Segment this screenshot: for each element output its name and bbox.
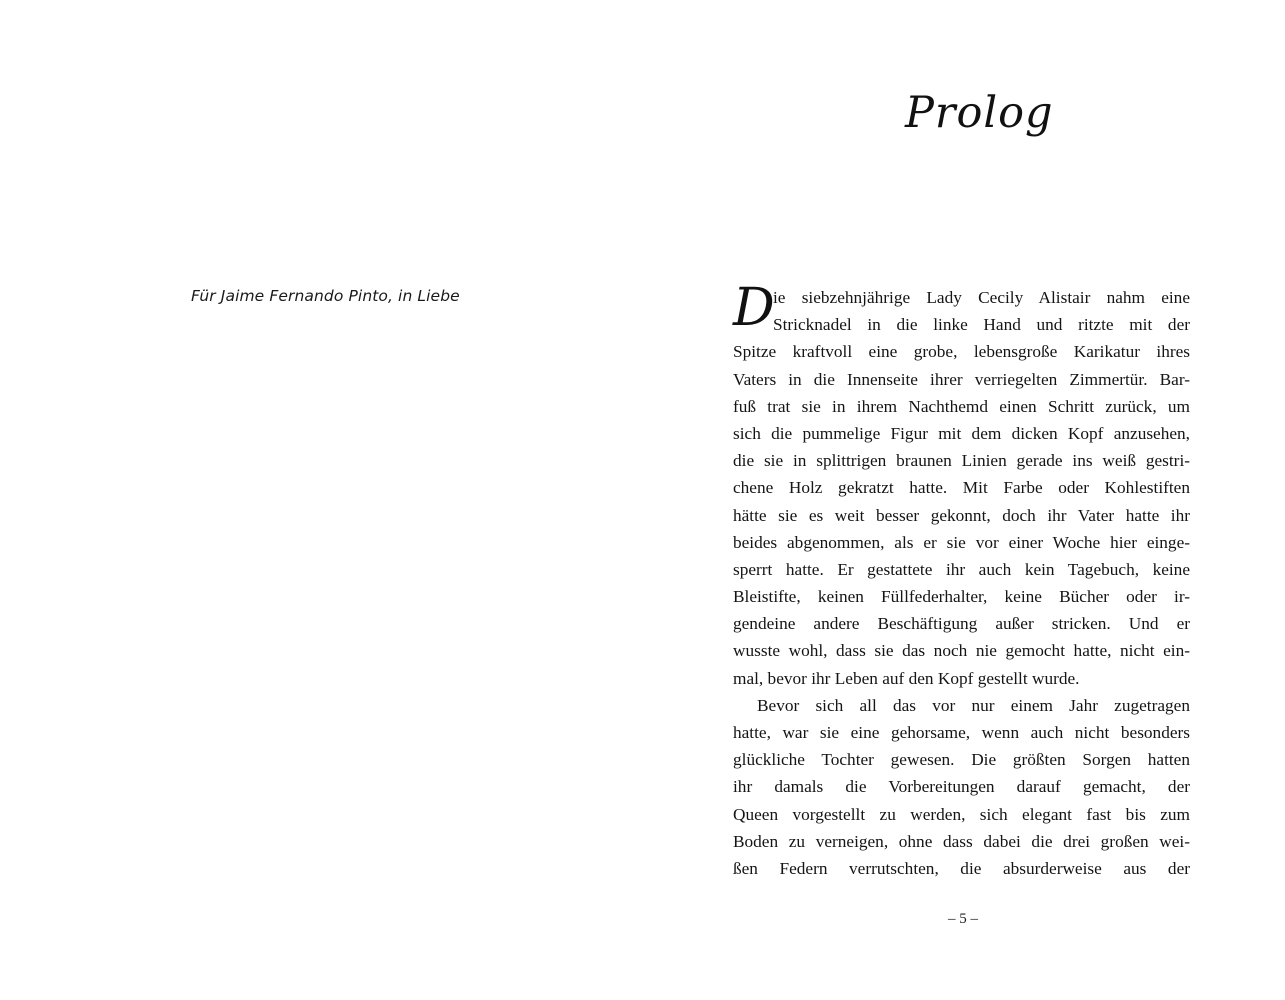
text-line: Bleistifte, keinen Füllfederhalter, keine Bücher oder ir- (733, 587, 1190, 607)
text-line: hatte, war sie eine gehorsame, wenn auch nicht besonders (733, 723, 1190, 742)
text-line: beides abgenommen, als er sie vor einer Woche hier einge- (733, 532, 1190, 552)
text-line: Vaters in die Innenseite ihrer verriegelten Zimmertür. Bar- (733, 369, 1190, 389)
text-line: ie siebzehnjährige Lady Cecily Alistair nahm eine (773, 288, 1190, 307)
text-line: Bevor sich all das vor nur einem Jahr zugetragen (757, 695, 1190, 715)
text-line: mal, bevor ihr Leben auf den Kopf gestellt wurde. (733, 668, 1080, 688)
text-line: sperrt hatte. Er gestattete ihr auch kein Tagebuch, keine (733, 559, 1190, 579)
text-line: gendeine andere Beschäftigung außer stricken. Und er (733, 614, 1190, 634)
right-page (643, 0, 1285, 1000)
text-line: chene Holz gekratzt hatte. Mit Farbe oder Kohlestiften (733, 478, 1190, 498)
text-line: hätte sie es weit besser gekonnt, doch ihr Vater hatte ihr (733, 505, 1190, 525)
text-line: Boden zu verneigen, ohne dass dabei die drei großen wei- (733, 831, 1190, 851)
text-line: ihr damals die Vorbereitungen darauf gemacht, der (733, 777, 1190, 797)
text-line: Spitze kraftvoll eine grobe, lebensgroße Karikatur ihres (733, 342, 1190, 362)
text-line: wusste wohl, dass sie das noch nie gemocht hatte, nicht ein- (733, 641, 1190, 661)
chapter-title: Prolog (905, 88, 1054, 138)
drop-cap: D (733, 278, 775, 338)
text-line: Queen vorgestellt zu werden, sich elegant fast bis zum (733, 804, 1190, 824)
text-line: die sie in splittrigen braunen Linien gerade ins weiß gestri- (733, 451, 1190, 471)
left-page (0, 0, 642, 1000)
text-line: fuß trat sie in ihrem Nachthemd einen Schritt zurück, um (733, 396, 1190, 416)
chapter-body (733, 278, 1190, 882)
text-line: sich die pummelige Figur mit dem dicken Kopf anzusehen, (733, 423, 1190, 443)
page-number: – 5 – (948, 911, 978, 927)
text-line: ßen Federn verrutschten, die absurderweise aus der (733, 858, 1190, 878)
dedication: Für Jaime Fernando Pinto, in Liebe (191, 287, 460, 305)
text-line: Stricknadel in die linke Hand und ritzte mit der (773, 315, 1190, 335)
text-line: glückliche Tochter gewesen. Die größten Sorgen hatten (733, 750, 1190, 770)
